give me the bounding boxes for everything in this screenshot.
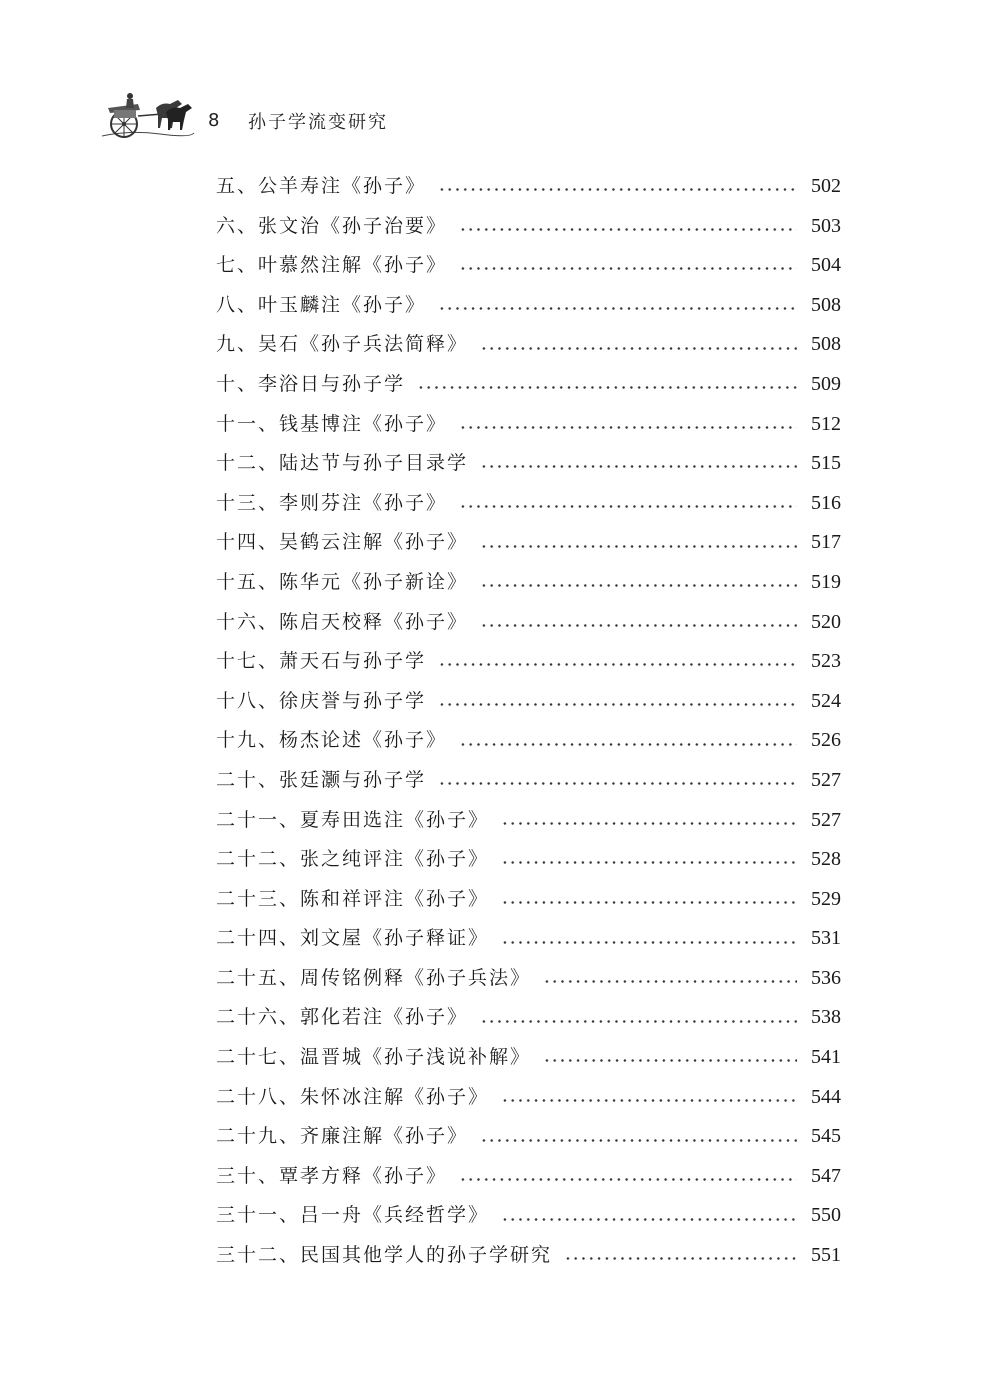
dot-leader — [543, 1058, 797, 1063]
dot-leader — [480, 544, 797, 549]
toc-entry — [216, 1078, 841, 1118]
toc-entry-page: 529 — [811, 887, 841, 910]
toc-entry-page: 547 — [811, 1164, 841, 1187]
toc-entry-title: 十九、杨杰论述《孙子》 — [216, 729, 448, 752]
toc-entry-page: 526 — [811, 729, 841, 752]
toc-entry — [216, 642, 841, 682]
toc-entry-title: 十三、李则芬注《孙子》 — [216, 491, 448, 514]
toc-entry-title: 三十一、吕一舟《兵经哲学》 — [216, 1204, 490, 1227]
toc-entry-title: 二十五、周传铭例释《孙子兵法》 — [216, 966, 532, 989]
toc-entry — [216, 1236, 841, 1276]
toc-entry-page: 512 — [811, 412, 841, 435]
toc-entry-title: 二十一、夏寿田选注《孙子》 — [216, 808, 490, 831]
toc-entry-title: 五、公羊寿注《孙子》 — [216, 175, 427, 197]
chariot-logo-icon — [100, 86, 196, 146]
dot-leader — [501, 1217, 797, 1222]
toc-entry-title: 三十二、民国其他学人的孙子学研究 — [216, 1244, 553, 1267]
toc-entry-page: 516 — [811, 491, 841, 514]
toc-entry-page: 509 — [811, 372, 841, 395]
toc-entry — [216, 801, 841, 841]
toc-entry-page: 531 — [811, 927, 841, 950]
toc-entry — [216, 959, 841, 999]
dot-leader — [438, 781, 797, 786]
toc-entry-page: 519 — [811, 570, 841, 593]
dot-leader — [480, 464, 797, 469]
toc-entry — [216, 603, 841, 643]
toc-entry — [216, 761, 841, 801]
running-header — [100, 86, 520, 146]
dot-leader — [438, 187, 797, 192]
toc-entry-page: 520 — [811, 610, 841, 633]
toc-entry-title: 十、李浴日与孙子学 — [216, 372, 406, 395]
toc-entry-title: 十八、徐庆誉与孙子学 — [216, 689, 427, 712]
dot-leader — [543, 979, 797, 984]
toc-entry-title: 二十二、张之纯评注《孙子》 — [216, 848, 490, 871]
toc-entry — [216, 167, 841, 207]
toc-entry-page: 517 — [811, 531, 841, 554]
toc-entry-page: 515 — [811, 452, 841, 475]
toc-entry-title: 十一、钱基博注《孙子》 — [216, 412, 448, 435]
toc-entry-title: 二十七、温晋城《孙子浅说补解》 — [216, 1046, 532, 1069]
toc-entry — [216, 998, 841, 1038]
toc-entry — [216, 484, 841, 524]
toc-entry-title: 二十四、刘文屋《孙子释证》 — [216, 927, 490, 950]
dot-leader — [417, 385, 797, 390]
toc-entry-title: 七、叶慕然注解《孙子》 — [216, 254, 448, 277]
toc-entry-title: 二十、张廷灏与孙子学 — [216, 768, 427, 791]
toc-entry-page: 545 — [811, 1125, 841, 1148]
toc-entry — [216, 365, 841, 405]
toc-entry-title: 十二、陆达节与孙子目录学 — [216, 452, 469, 475]
dot-leader — [459, 504, 797, 509]
toc-entry-page: 544 — [811, 1085, 841, 1108]
toc-entry — [216, 1157, 841, 1197]
toc-entry — [216, 325, 841, 365]
toc-entry — [216, 1117, 841, 1157]
toc-entry — [216, 523, 841, 563]
toc-entry-page: 527 — [811, 808, 841, 831]
dot-leader — [459, 227, 797, 232]
toc-entry-page: 541 — [811, 1046, 841, 1069]
toc-entry-page: 538 — [811, 1006, 841, 1029]
dot-leader — [480, 583, 797, 588]
toc-entry-title: 二十六、郭化若注《孙子》 — [216, 1006, 469, 1029]
toc-entry-title: 九、吴石《孙子兵法简释》 — [216, 333, 469, 356]
toc-entry-page: 528 — [811, 848, 841, 871]
dot-leader — [501, 821, 797, 826]
toc-entry-page: 502 — [811, 175, 841, 197]
toc-entry-title: 二十八、朱怀冰注解《孙子》 — [216, 1085, 490, 1108]
dot-leader — [438, 306, 797, 311]
toc-entry — [216, 1038, 841, 1078]
toc-entry — [216, 880, 841, 920]
dot-leader — [564, 1256, 797, 1261]
toc-entry-page: 551 — [811, 1244, 841, 1267]
toc-entry-title: 十七、萧天石与孙子学 — [216, 650, 427, 673]
dot-leader — [501, 860, 797, 865]
dot-leader — [459, 1177, 797, 1182]
toc-entry-title: 二十九、齐廉注解《孙子》 — [216, 1125, 469, 1148]
toc-entry-page: 504 — [811, 254, 841, 277]
toc-entry-page: 523 — [811, 650, 841, 673]
table-of-contents — [216, 167, 841, 1276]
toc-entry — [216, 246, 841, 286]
toc-entry — [216, 444, 841, 484]
toc-entry-title: 十五、陈华元《孙子新诠》 — [216, 570, 469, 593]
toc-entry — [216, 682, 841, 722]
toc-entry-page: 508 — [811, 333, 841, 356]
toc-entry — [216, 1196, 841, 1236]
page-number: 8 — [208, 110, 220, 131]
dot-leader — [480, 346, 797, 351]
toc-entry-page: 536 — [811, 966, 841, 989]
toc-entry — [216, 919, 841, 959]
dot-leader — [480, 623, 797, 628]
toc-entry-title: 十六、陈启天校释《孙子》 — [216, 610, 469, 633]
toc-entry — [216, 840, 841, 880]
dot-leader — [501, 1098, 797, 1103]
dot-leader — [501, 900, 797, 905]
toc-entry — [216, 286, 841, 326]
toc-entry — [216, 563, 841, 603]
toc-entry-page: 550 — [811, 1204, 841, 1227]
toc-entry-page: 503 — [811, 214, 841, 237]
toc-entry — [216, 721, 841, 761]
toc-entry-title: 六、张文治《孙子治要》 — [216, 214, 448, 237]
toc-entry-page: 508 — [811, 293, 841, 316]
dot-leader — [459, 742, 797, 747]
toc-entry — [216, 405, 841, 445]
toc-entry-title: 十四、吴鹤云注解《孙子》 — [216, 531, 469, 554]
book-title: 孙子学流变研究 — [248, 112, 388, 133]
dot-leader — [501, 940, 797, 945]
toc-entry-title: 三十、覃孝方释《孙子》 — [216, 1164, 448, 1187]
dot-leader — [459, 425, 797, 430]
toc-entry-page: 527 — [811, 768, 841, 791]
dot-leader — [480, 1138, 797, 1143]
toc-entry — [216, 207, 841, 247]
toc-entry-page: 524 — [811, 689, 841, 712]
dot-leader — [438, 702, 797, 707]
toc-entry-title: 八、叶玉麟注《孙子》 — [216, 293, 427, 316]
toc-entry-title: 二十三、陈和祥评注《孙子》 — [216, 887, 490, 910]
dot-leader — [459, 266, 797, 271]
dot-leader — [480, 1019, 797, 1024]
dot-leader — [438, 662, 797, 667]
